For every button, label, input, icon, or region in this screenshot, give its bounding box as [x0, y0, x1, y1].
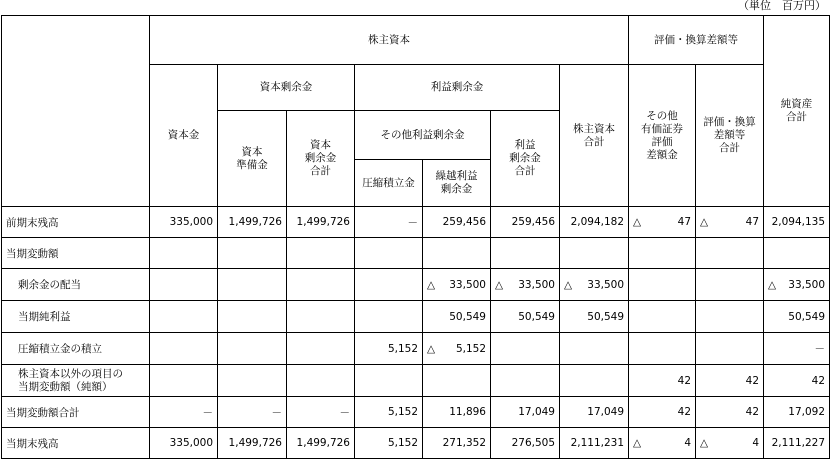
- cell: [355, 301, 423, 333]
- header-rieki-jouyokin-gokei: 利益 剰余金 合計: [491, 111, 560, 207]
- cell: 1,499,726: [218, 428, 287, 459]
- cell: [355, 365, 423, 397]
- cell: [629, 207, 696, 238]
- header-sonota-yukashoken: その他 有価証券 評価 差額金: [629, 65, 696, 207]
- cell: [150, 301, 218, 333]
- cell: [491, 365, 560, 397]
- cell: [287, 269, 355, 301]
- cell: －: [287, 397, 355, 428]
- cell: [287, 365, 355, 397]
- negative-triangle: △: [495, 278, 504, 291]
- cell: [150, 269, 218, 301]
- cell: 50,549: [764, 301, 830, 333]
- cell: －: [218, 397, 287, 428]
- cell-value: 33,500: [788, 278, 826, 291]
- cell: －: [150, 397, 218, 428]
- cell: 5,152: [355, 428, 423, 459]
- cell: [423, 333, 491, 365]
- table-row: [2, 301, 830, 333]
- cell: 2,094,182: [560, 207, 629, 238]
- cell-value: 33,500: [518, 278, 555, 291]
- header-asshuku-tsumitatekin: 圧縮積立金: [355, 160, 423, 207]
- cell: [355, 269, 423, 301]
- cell-value: 33,500: [449, 278, 486, 291]
- cell-value: 47: [745, 216, 760, 228]
- cell: [218, 365, 287, 397]
- cell: [560, 238, 629, 269]
- negative-triangle: △: [700, 216, 709, 228]
- cell: [491, 333, 560, 365]
- cell: 42: [764, 365, 830, 397]
- corner-header-cell: [2, 16, 150, 207]
- cell: 17,049: [491, 397, 560, 428]
- header-rieki-jouyokin: 利益剰余金: [355, 65, 560, 111]
- cell: 335,000: [150, 428, 218, 459]
- negative-triangle: △: [633, 216, 642, 228]
- table-row: [2, 428, 830, 459]
- cell: 259,456: [491, 207, 560, 238]
- cell: [629, 428, 696, 459]
- cell: [696, 238, 764, 269]
- cell: 1,499,726: [287, 207, 355, 238]
- negative-triangle: △: [700, 437, 709, 449]
- cell: [696, 333, 764, 365]
- cell: 276,505: [491, 428, 560, 459]
- header-kabunushi-shihon-gokei: 株主資本 合計: [560, 65, 629, 207]
- cell: [629, 333, 696, 365]
- cell: 42: [696, 397, 764, 428]
- cell: 2,111,227: [764, 428, 830, 459]
- cell: [150, 333, 218, 365]
- cell: 1,499,726: [218, 207, 287, 238]
- cell: [423, 238, 491, 269]
- table-row: [2, 397, 830, 428]
- cell: 259,456: [423, 207, 491, 238]
- row-label: 株主資本以外の項目の 当期変動額（純額）: [2, 365, 150, 397]
- cell: [218, 269, 287, 301]
- cell: 5,152: [355, 397, 423, 428]
- cell: 335,000: [150, 207, 218, 238]
- header-junshisan-gokei: 純資産 合計: [764, 16, 830, 207]
- cell: 17,092: [764, 397, 830, 428]
- table-row: [2, 207, 830, 238]
- cell: 271,352: [423, 428, 491, 459]
- cell-value: 33,500: [587, 278, 625, 291]
- cell: 1,499,726: [287, 428, 355, 459]
- cell: [696, 269, 764, 301]
- statement-of-changes-in-equity-table: [1, 15, 830, 459]
- cell: 50,549: [423, 301, 491, 333]
- cell: 2,094,135: [764, 207, 830, 238]
- row-label: 当期変動額: [2, 238, 150, 269]
- table-row: [2, 333, 830, 365]
- negative-triangle: △: [633, 437, 642, 449]
- cell: [696, 207, 764, 238]
- cell: [629, 269, 696, 301]
- negative-triangle: △: [427, 278, 436, 291]
- header-kurikoshi-rieki-jouyokin: 繰越利益 剰余金: [423, 160, 491, 207]
- cell: [218, 333, 287, 365]
- cell: [218, 238, 287, 269]
- cell: [287, 238, 355, 269]
- cell: [287, 333, 355, 365]
- cell: [560, 269, 629, 301]
- cell-value: 47: [677, 216, 692, 228]
- cell: 42: [629, 365, 696, 397]
- cell-value: 4: [684, 437, 692, 449]
- cell-value: 5,152: [455, 342, 486, 355]
- header-hyoka-kansan-gokei: 評価・換算 差額等 合計: [696, 65, 764, 207]
- cell: 11,896: [423, 397, 491, 428]
- cell: 42: [696, 365, 764, 397]
- cell: －: [764, 333, 830, 365]
- cell: [696, 301, 764, 333]
- negative-triangle: △: [427, 342, 436, 355]
- header-sonota-rieki-jouyokin: その他利益剰余金: [355, 111, 491, 160]
- header-shihonkin: 資本金: [150, 65, 218, 207]
- cell: [218, 301, 287, 333]
- cell: [629, 238, 696, 269]
- row-label: 前期末残高: [2, 207, 150, 238]
- negative-triangle: △: [564, 278, 573, 291]
- cell: 2,111,231: [560, 428, 629, 459]
- cell: [423, 365, 491, 397]
- table-row: [2, 269, 830, 301]
- cell-value: 4: [752, 437, 760, 449]
- header-hyoka-kansan-sagaku-to: 評価・換算差額等: [629, 16, 764, 65]
- cell: [764, 269, 830, 301]
- cell: 17,049: [560, 397, 629, 428]
- cell: [560, 365, 629, 397]
- unit-note: （単位 百万円）: [738, 0, 826, 12]
- cell: [287, 301, 355, 333]
- row-label: 当期末残高: [2, 428, 150, 459]
- row-label: 当期純利益: [2, 301, 150, 333]
- cell: [150, 365, 218, 397]
- header-shihon-jouyokin-gokei: 資本 剰余金 合計: [287, 111, 355, 207]
- table-row: [2, 365, 830, 397]
- cell: 50,549: [560, 301, 629, 333]
- negative-triangle: △: [768, 278, 777, 291]
- cell: [355, 238, 423, 269]
- cell: 5,152: [355, 333, 423, 365]
- header-shihon-jouyokin: 資本剰余金: [218, 65, 355, 111]
- cell: [423, 269, 491, 301]
- cell: [764, 238, 830, 269]
- cell: 50,549: [491, 301, 560, 333]
- row-label: 圧縮積立金の積立: [2, 333, 150, 365]
- cell: [491, 269, 560, 301]
- row-label: 当期変動額合計: [2, 397, 150, 428]
- cell: －: [355, 207, 423, 238]
- cell: [491, 238, 560, 269]
- cell: [629, 301, 696, 333]
- header-shihon-junbikin: 資本 準備金: [218, 111, 287, 207]
- cell: 42: [629, 397, 696, 428]
- cell: [696, 428, 764, 459]
- row-label: 剰余金の配当: [2, 269, 150, 301]
- header-kabunushi-shihon: 株主資本: [150, 16, 629, 65]
- cell: [150, 238, 218, 269]
- cell: [560, 333, 629, 365]
- table-row: [2, 238, 830, 269]
